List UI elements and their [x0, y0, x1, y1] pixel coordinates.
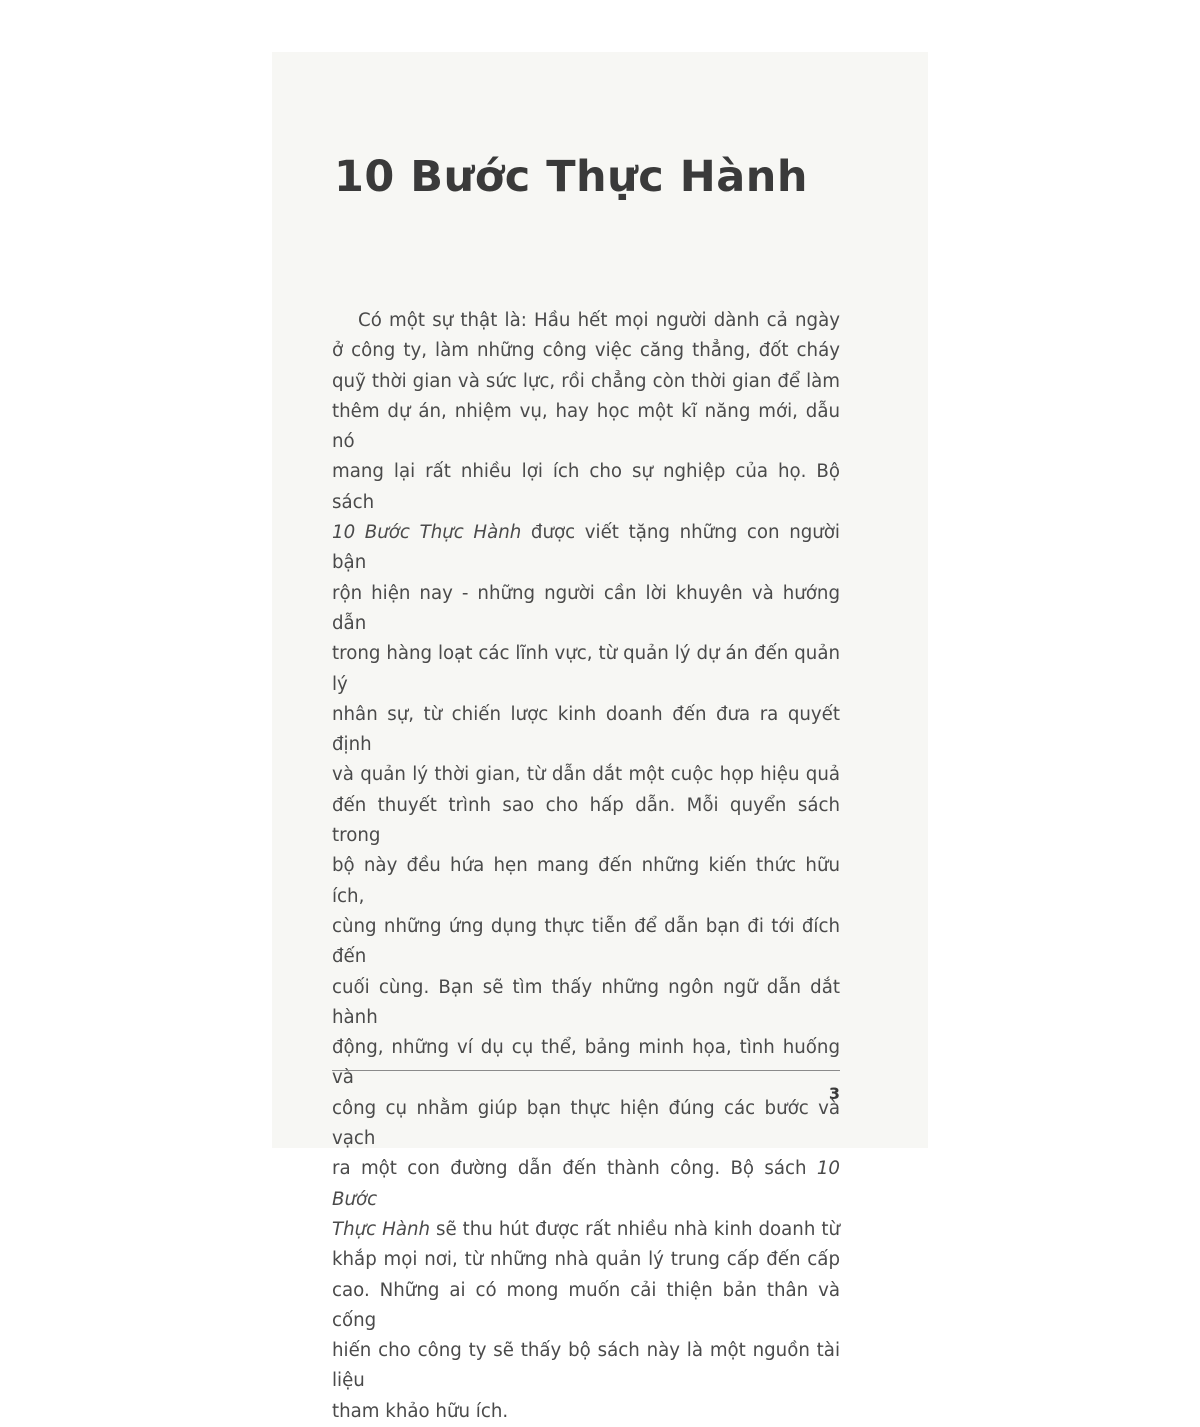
text-segment: mang lại rất nhiều lợi ích cho sự nghiệp của họ. Bộ sách — [332, 461, 840, 513]
text-segment: cùng những ứng dụng thực tiễn để dẫn bạn đi tới đích đến — [332, 915, 840, 968]
body-paragraph — [332, 306, 840, 1427]
text-line — [332, 1397, 840, 1427]
text-line — [332, 579, 840, 640]
text-line — [332, 973, 840, 1034]
text-line — [332, 397, 840, 458]
text-segment: ra một con đường dẫn đến thành công. Bộ sách — [332, 1158, 817, 1180]
italic-text: Thực Hành — [332, 1218, 431, 1240]
text-line — [332, 457, 840, 518]
text-line — [332, 700, 840, 761]
text-segment: công cụ nhằm giúp bạn thực hiện đúng các bước và vạch — [332, 1097, 840, 1150]
text-line — [332, 336, 840, 366]
text-line — [332, 760, 840, 790]
text-segment: động, những ví dụ cụ thể, bảng minh họa, tình huống và — [332, 1037, 840, 1089]
italic-text: 10 Bước — [332, 1158, 840, 1210]
text-line — [332, 791, 840, 852]
text-segment: rộn hiện nay - những người cần lời khuyên và hướng dẫn — [332, 582, 840, 634]
text-line — [332, 1245, 840, 1275]
text-segment: sẽ thu hút được rất nhiều nhà kinh doanh từ — [430, 1218, 840, 1240]
text-line — [332, 639, 840, 700]
footer-divider — [332, 1070, 840, 1071]
text-segment: hiến cho công ty sẽ thấy bộ sách này là một nguồn tài liệu — [332, 1340, 840, 1392]
text-line — [332, 1276, 840, 1337]
text-segment: và quản lý thời gian, từ dẫn dắt một cuộc họp hiệu quả — [332, 764, 840, 786]
text-line — [332, 1033, 840, 1094]
page-number: 3 — [828, 1084, 840, 1103]
text-segment: trong hàng loạt các lĩnh vực, từ quản lý dự án đến quản lý — [332, 643, 840, 695]
text-line — [332, 1094, 840, 1155]
text-line — [332, 851, 840, 912]
text-segment: tham khảo hữu ích. — [332, 1400, 509, 1422]
text-line — [332, 1154, 840, 1215]
text-segment: quỹ thời gian và sức lực, rồi chẳng còn thời gian để làm — [332, 370, 840, 392]
text-segment: thêm dự án, nhiệm vụ, hay học một kĩ năng mới, dẫu nó — [332, 400, 840, 453]
italic-text: 10 Bước Thực Hành — [332, 522, 522, 544]
text-segment: ở công ty, làm những công việc căng thẳng, đốt cháy — [332, 340, 840, 362]
text-segment: cuối cùng. Bạn sẽ tìm thấy những ngôn ngữ dẫn dắt hành — [332, 976, 840, 1028]
text-segment: bộ này đều hứa hẹn mang đến những kiến thức hữu ích, — [332, 855, 840, 907]
text-line — [332, 912, 840, 973]
text-line — [332, 1215, 840, 1245]
text-line — [332, 367, 840, 397]
text-line — [332, 306, 840, 336]
text-segment: Có một sự thật là: Hầu hết mọi người dành cả ngày — [358, 310, 840, 331]
book-page — [272, 52, 928, 1422]
page-title: 10 Bước Thực Hành — [334, 152, 808, 202]
text-segment: nhân sự, từ chiến lược kinh doanh đến đưa ra quyết định — [332, 703, 840, 756]
text-line — [332, 518, 840, 579]
text-segment: khắp mọi nơi, từ những nhà quản lý trung cấp đến cấp — [332, 1249, 840, 1271]
text-segment: được viết tặng những con người bận — [332, 522, 840, 574]
text-segment: đến thuyết trình sao cho hấp dẫn. Mỗi quyển sách trong — [332, 794, 840, 847]
text-segment: cao. Những ai có mong muốn cải thiện bản thân và cống — [332, 1279, 840, 1331]
text-line — [332, 1336, 840, 1397]
